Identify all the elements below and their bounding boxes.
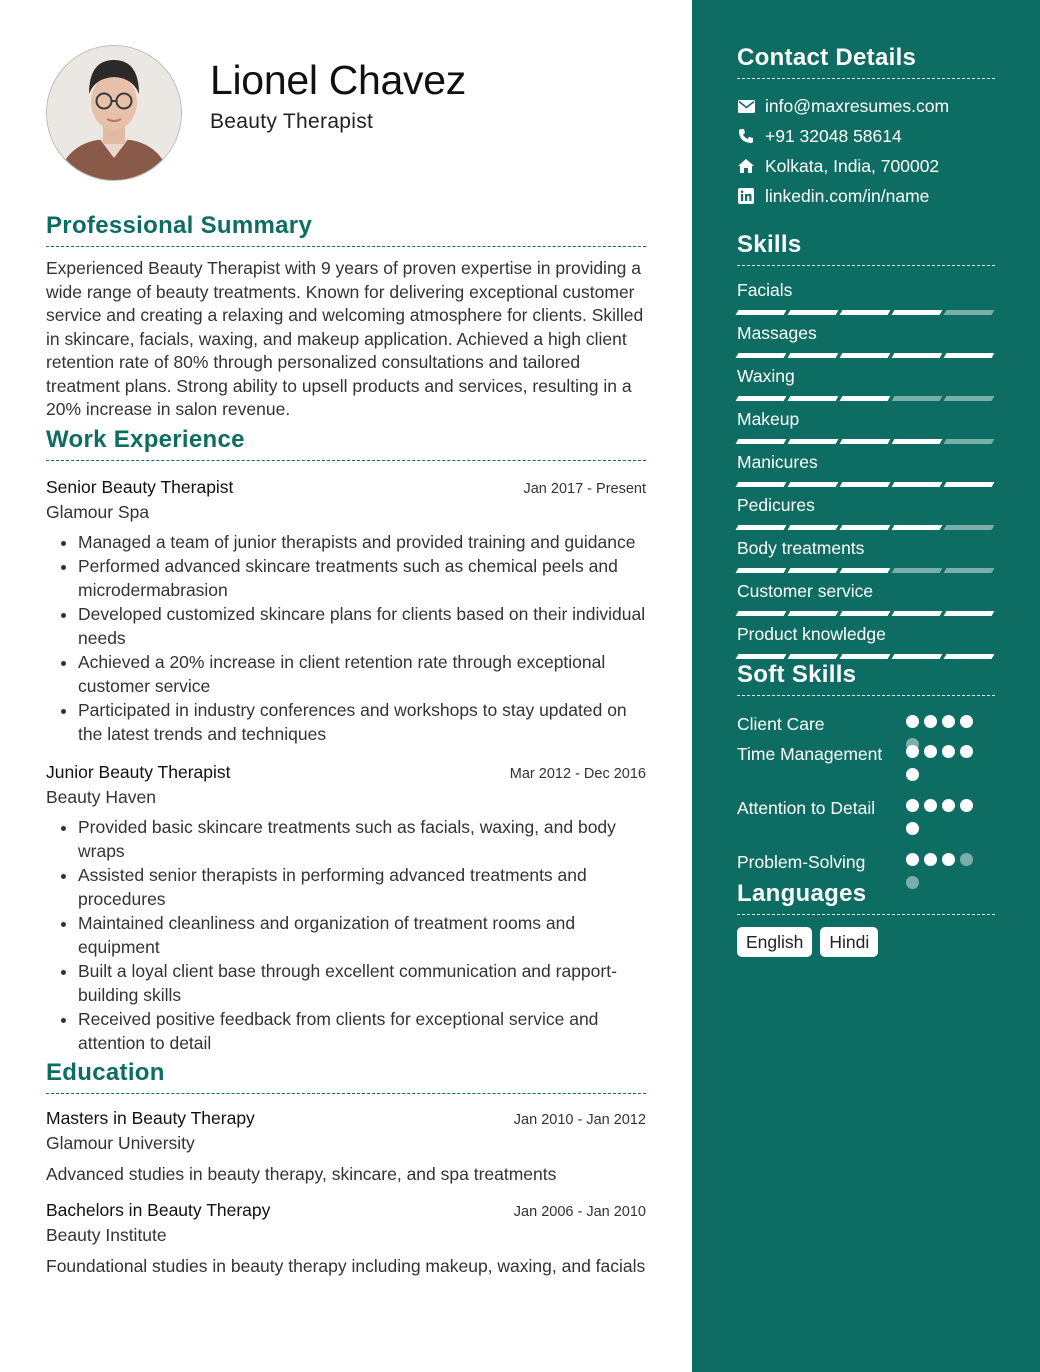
skill-level-bar (737, 568, 995, 573)
job-bullet: • Performed advanced skincare treatments such as chemical peels and microdermabrasion (78, 555, 646, 602)
job-header (46, 762, 646, 783)
skill-name: Facials (737, 280, 793, 300)
skill-level-segment (944, 654, 995, 659)
soft-skill-rating (906, 745, 978, 791)
skill-item (737, 450, 995, 493)
skill-level-segment (944, 525, 995, 530)
skill-level-segment (944, 482, 995, 487)
skill-level-bar (737, 439, 995, 444)
skill-level-bar (737, 396, 995, 401)
job-bullet: • Managed a team of junior therapists and provided training and guidance (78, 531, 646, 555)
skill-item (737, 536, 995, 579)
education-school: Beauty Institute (46, 1225, 167, 1245)
rating-dot (942, 853, 955, 866)
job-entry (46, 477, 646, 747)
soft-skill-name: Problem-Solving (737, 852, 866, 872)
rating-dot (924, 853, 937, 866)
name-block (210, 57, 466, 134)
job-company: Beauty Haven (46, 787, 156, 807)
education-degree: Masters in Beauty Therapy (46, 1108, 255, 1128)
section-title-soft-skills: Soft Skills (737, 661, 995, 696)
skill-level-segment (840, 568, 891, 573)
skill-level-bar (737, 654, 995, 659)
summary-text: Experienced Beauty Therapist with 9 years of proven expertise in providing a wide range of beauty treatments. Known for delivering exceptional customer service and creating a relaxing and welcoming atmosphere for clients. Skilled in skincare, facials, waxing, and makeup application. Achieved a high client retention rate of 80% through personalized consultations and tailored treatment plans. Strong ability to upsell products and services, resulting in a 20% increase in salon revenue. (46, 258, 644, 419)
skill-level-segment (892, 310, 943, 315)
rating-dot (960, 853, 973, 866)
education-entry (46, 1108, 646, 1186)
education-entry (46, 1200, 646, 1278)
rating-dot (942, 745, 955, 758)
education-header (46, 1200, 646, 1221)
skill-item (737, 407, 995, 450)
skill-level-segment (944, 310, 995, 315)
education-description: Advanced studies in beauty therapy, skincare, and spa treatments (46, 1164, 557, 1184)
contact-item (737, 181, 995, 211)
skill-item (737, 579, 995, 622)
skill-name: Makeup (737, 409, 800, 429)
skill-level-segment (840, 310, 891, 315)
soft-skills-list (737, 712, 995, 884)
contact-item (737, 121, 995, 151)
skill-level-segment (840, 654, 891, 659)
education-header (46, 1108, 646, 1129)
rating-dot (906, 822, 919, 835)
job-bullet: • Participated in industry conferences and workshops to stay updated on the latest trends and techniques (78, 699, 646, 746)
soft-skill-item (737, 712, 995, 742)
skill-level-segment (788, 310, 839, 315)
skill-level-segment (892, 353, 943, 358)
skill-level-segment (944, 396, 995, 401)
skill-level-segment (840, 525, 891, 530)
skill-level-segment (788, 568, 839, 573)
contact-text: +91 32048 58614 (765, 125, 902, 146)
education-section (46, 1059, 646, 1278)
skill-name: Waxing (737, 366, 795, 386)
skill-name: Product knowledge (737, 624, 886, 644)
skill-item (737, 493, 995, 536)
section-title-education: Education (46, 1059, 646, 1094)
phone-icon (737, 127, 755, 145)
home-icon (737, 157, 755, 175)
section-title-summary: Professional Summary (46, 212, 646, 247)
skill-level-segment (892, 654, 943, 659)
candidate-role: Beauty Therapist (210, 109, 374, 133)
skill-level-segment (892, 525, 943, 530)
job-bullet: • Received positive feedback from clients for exceptional service and attention to detail (78, 1008, 646, 1055)
soft-skill-item (737, 742, 995, 796)
skill-level-segment (788, 482, 839, 487)
job-header (46, 477, 646, 498)
rating-dot (906, 853, 919, 866)
language-list (737, 927, 995, 957)
candidate-name: Lionel Chavez (210, 56, 466, 103)
skill-level-segment (840, 482, 891, 487)
contact-item (737, 91, 995, 121)
job-list (46, 477, 646, 1056)
skills-list (737, 278, 995, 665)
soft-skill-name: Time Management (737, 744, 883, 764)
skill-level-segment (892, 568, 943, 573)
skill-level-segment (840, 611, 891, 616)
skill-level-segment (840, 396, 891, 401)
header (46, 44, 646, 182)
job-title: Junior Beauty Therapist (46, 762, 231, 782)
skill-level-segment (788, 439, 839, 444)
soft-skill-name: Client Care (737, 714, 825, 734)
skill-level-segment (944, 611, 995, 616)
skill-level-bar (737, 525, 995, 530)
summary-section (46, 212, 646, 422)
rating-dot (906, 745, 919, 758)
skill-level-segment (736, 482, 787, 487)
contact-item (737, 151, 995, 181)
education-date: Jan 2006 - Jan 2010 (513, 1204, 646, 1220)
skill-level-segment (840, 353, 891, 358)
education-degree: Bachelors in Beauty Therapy (46, 1200, 271, 1220)
skill-level-segment (944, 568, 995, 573)
section-title-contact: Contact Details (737, 44, 995, 79)
contact-text: linkedin.com/in/name (765, 185, 930, 206)
rating-dot (906, 799, 919, 812)
job-date: Jan 2017 - Present (523, 480, 646, 497)
skill-name: Massages (737, 323, 817, 343)
soft-skill-item (737, 850, 995, 884)
skill-level-segment (736, 396, 787, 401)
skill-level-segment (736, 310, 787, 315)
language-tag: English (737, 927, 812, 957)
skill-item (737, 278, 995, 321)
skill-name: Body treatments (737, 538, 865, 558)
skill-item (737, 364, 995, 407)
rating-dot (942, 799, 955, 812)
rating-dot (942, 715, 955, 728)
soft-skill-rating (906, 799, 978, 845)
skill-item (737, 622, 995, 665)
job-bullet: • Achieved a 20% increase in client retention rate through exceptional customer service (78, 651, 646, 698)
skill-level-bar (737, 611, 995, 616)
job-bullet: • Built a loyal client base through excellent communication and rapport-building skills (78, 960, 646, 1007)
education-description: Foundational studies in beauty therapy including makeup, waxing, and facials (46, 1256, 646, 1276)
job-bullet: • Maintained cleanliness and organization of treatment rooms and equipment (78, 912, 646, 959)
skill-level-segment (736, 525, 787, 530)
soft-skill-name: Attention to Detail (737, 798, 876, 818)
soft-skill-rating (906, 853, 978, 899)
skill-level-segment (788, 611, 839, 616)
job-bullets (46, 531, 646, 747)
rating-dot (960, 745, 973, 758)
skill-level-segment (944, 353, 995, 358)
skill-name: Pedicures (737, 495, 815, 515)
rating-dot (906, 715, 919, 728)
language-tag: Hindi (820, 927, 878, 957)
skill-level-bar (737, 482, 995, 487)
skill-level-segment (892, 611, 943, 616)
rating-dot (906, 768, 919, 781)
job-title: Senior Beauty Therapist (46, 476, 234, 497)
skill-level-bar (737, 310, 995, 315)
job-bullet: • Assisted senior therapists in performing advanced treatments and procedures (78, 864, 646, 911)
skill-level-segment (788, 525, 839, 530)
profile-photo (47, 46, 181, 180)
skill-level-segment (736, 611, 787, 616)
skill-level-segment (736, 353, 787, 358)
skill-level-segment (736, 439, 787, 444)
job-bullet: • Provided basic skincare treatments such as facials, waxing, and body wraps (78, 816, 646, 863)
linkedin-icon (737, 187, 755, 205)
job-company: Glamour Spa (46, 501, 150, 522)
job-entry (46, 762, 646, 1055)
skill-level-segment (840, 439, 891, 444)
rating-dot (924, 715, 937, 728)
skill-item (737, 321, 995, 364)
skill-level-segment (892, 396, 943, 401)
rating-dot (960, 715, 973, 728)
rating-dot (924, 799, 937, 812)
section-title-work: Work Experience (46, 426, 646, 461)
education-school: Glamour University (46, 1133, 195, 1153)
skill-level-segment (892, 482, 943, 487)
skill-level-segment (788, 654, 839, 659)
rating-dot (924, 745, 937, 758)
skill-level-segment (944, 439, 995, 444)
education-date: Jan 2010 - Jan 2012 (513, 1112, 646, 1128)
contact-list (737, 91, 995, 211)
skill-name: Manicures (737, 452, 818, 472)
job-bullet: • Developed customized skincare plans for clients based on their individual needs (78, 603, 646, 650)
skill-name: Customer service (737, 581, 874, 601)
main-column (46, 44, 646, 1278)
rating-dot (960, 799, 973, 812)
skill-level-segment (736, 568, 787, 573)
skill-level-segment (892, 439, 943, 444)
education-list (46, 1108, 646, 1278)
contact-text: Kolkata, India, 700002 (765, 155, 940, 176)
envelope-icon (737, 97, 755, 115)
skill-level-segment (788, 396, 839, 401)
work-section (46, 426, 646, 1056)
contact-text: info@maxresumes.com (765, 95, 950, 116)
section-title-languages: Languages (737, 880, 995, 915)
avatar (46, 45, 182, 181)
job-bullets (46, 816, 646, 1055)
sidebar (692, 0, 1040, 1372)
soft-skill-item (737, 796, 995, 850)
job-date: Mar 2012 - Dec 2016 (509, 766, 646, 782)
skill-level-bar (737, 353, 995, 358)
skill-level-segment (788, 353, 839, 358)
skill-level-segment (736, 654, 787, 659)
rating-dot (906, 876, 919, 889)
section-title-skills: Skills (737, 231, 995, 266)
